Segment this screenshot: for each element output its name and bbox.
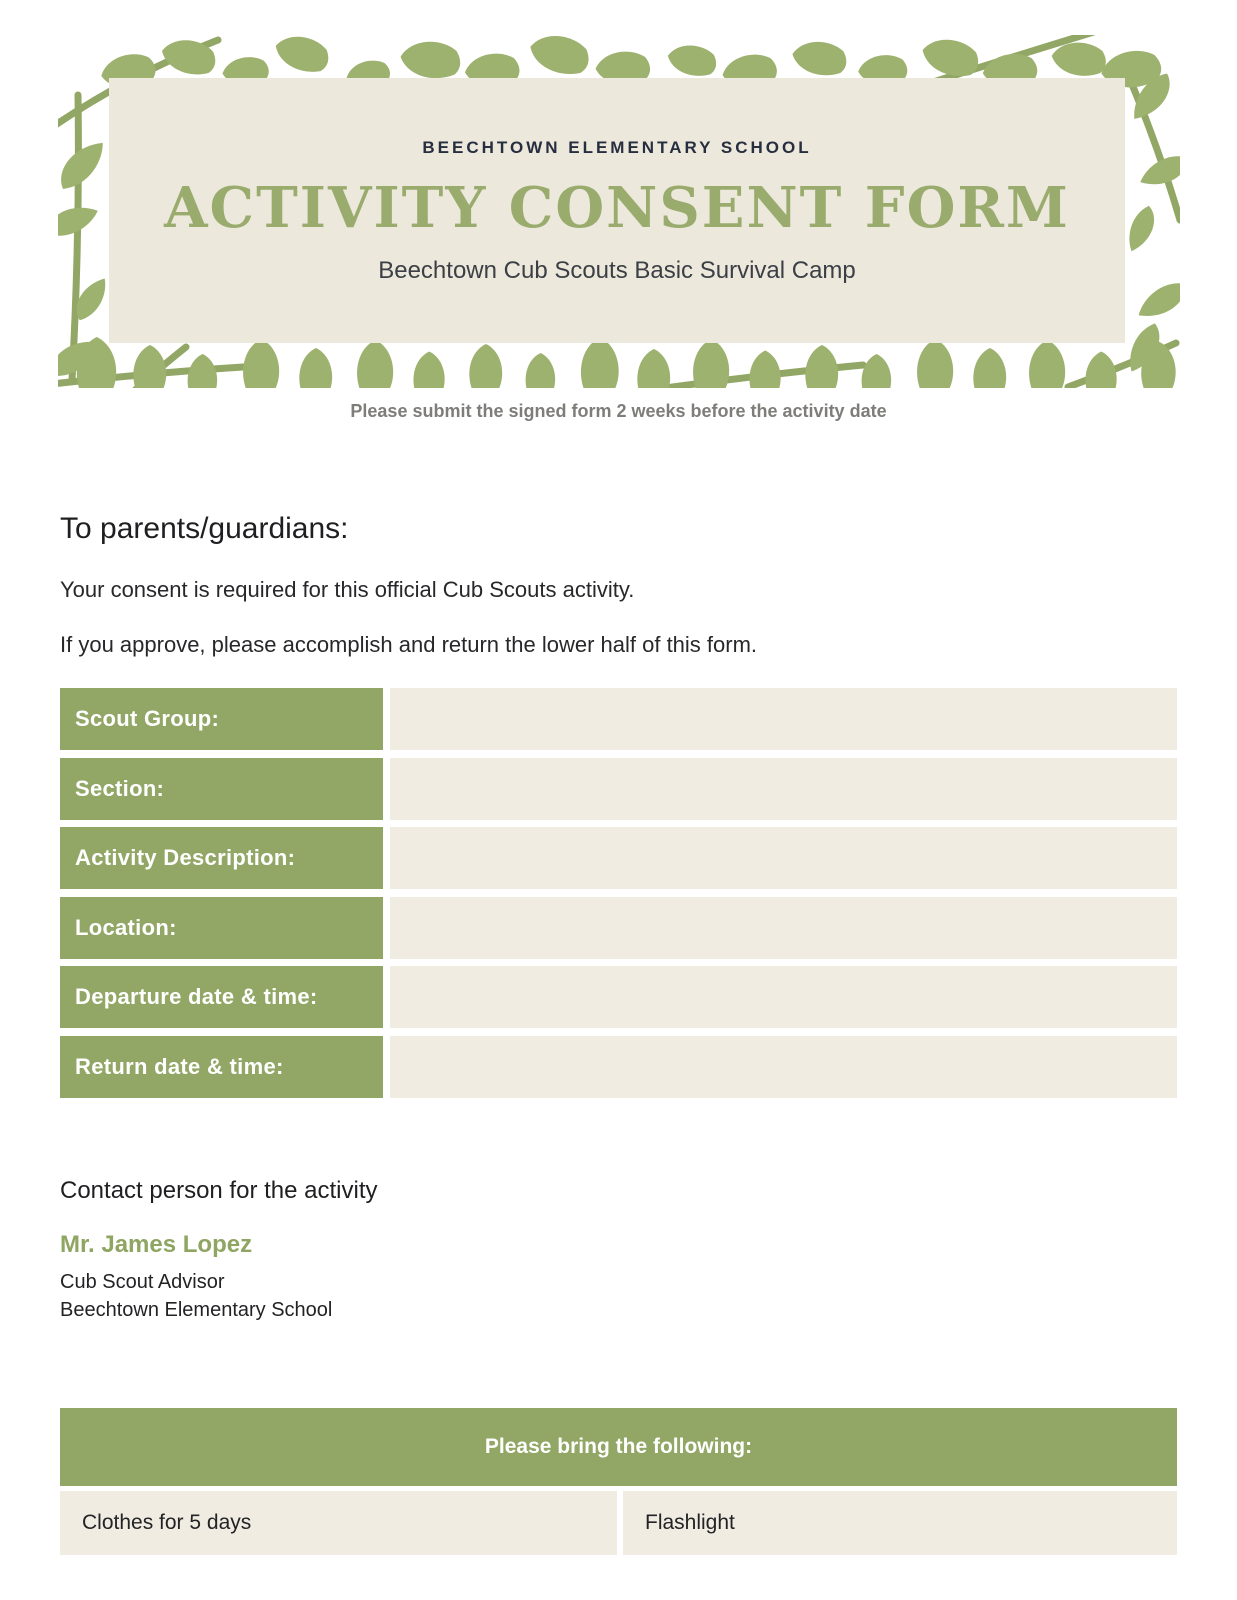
field-location[interactable] [390,897,1177,959]
label-text: Activity Description: [75,845,296,870]
label-section [60,758,383,820]
label-departure-datetime [60,966,383,1028]
intro-heading: To parents/guardians: [60,512,349,545]
label-scout-group [60,688,383,750]
label-text: Return date & time: [75,1054,284,1079]
label-text: Departure date & time: [75,984,318,1009]
label-text: Location: [75,915,177,940]
label-text: Scout Group: [75,706,220,731]
header-card [109,78,1125,343]
contact-role: Cub Scout Advisor [60,1271,225,1293]
field-section[interactable] [390,758,1177,820]
bring-item-cell [623,1491,1177,1555]
bring-item-cell [60,1491,617,1555]
contact-name: Mr. James Lopez [60,1231,253,1258]
label-activity-description [60,827,383,889]
intro-line-1: Your consent is required for this official Cub Scouts activity. [60,577,635,602]
bring-section-title: Please bring the following: [484,1435,753,1458]
label-return-datetime [60,1036,383,1098]
activity-subtitle: Beechtown Cub Scouts Basic Survival Camp [378,257,856,284]
page-title: ACTIVITY CONSENT FORM [164,175,1070,241]
contact-organization: Beechtown Elementary School [60,1299,333,1321]
label-location [60,897,383,959]
field-scout-group[interactable] [390,688,1177,750]
bring-section-header [60,1408,1177,1486]
bring-item: Flashlight [645,1511,735,1534]
contact-heading: Contact person for the activity [60,1177,378,1204]
school-name: BEECHTOWN ELEMENTARY SCHOOL [422,138,812,157]
submit-note: Please submit the signed form 2 weeks before the activity date [350,401,887,421]
bring-item: Clothes for 5 days [82,1511,252,1534]
intro-line-2: If you approve, please accomplish and return the lower half of this form. [60,632,758,657]
field-return-datetime[interactable] [390,1036,1177,1098]
field-departure-datetime[interactable] [390,966,1177,1028]
label-text: Section: [75,776,165,801]
field-activity-description[interactable] [390,827,1177,889]
